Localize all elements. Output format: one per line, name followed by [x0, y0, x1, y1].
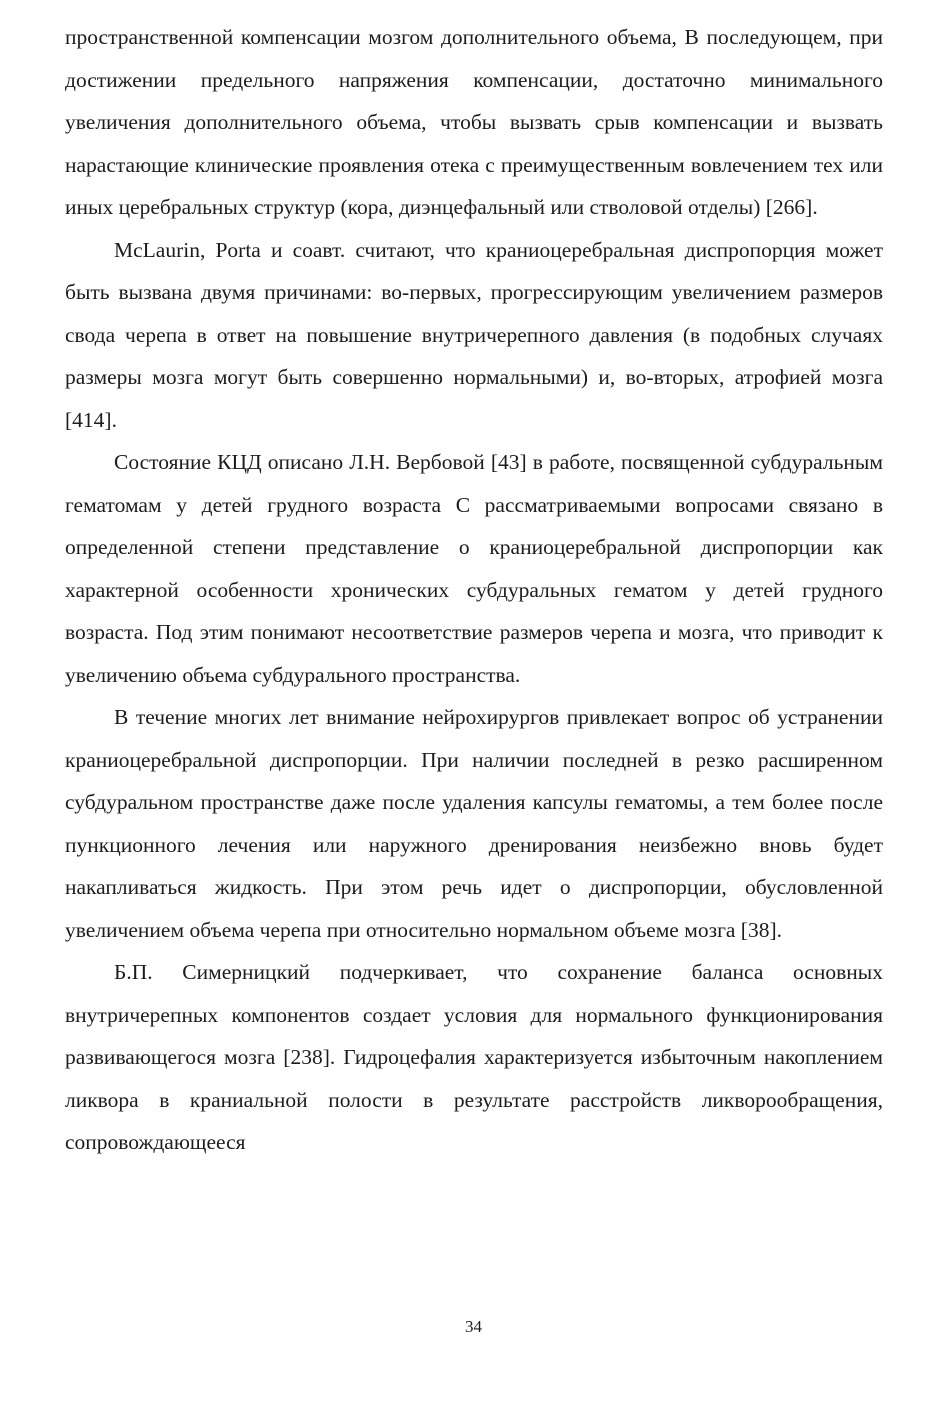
paragraph-kcd-verbova: Состояние КЦД описано Л.Н. Вербовой [43] в работе, посвященной субдуральным гематомам у детей грудного возраста С рассматриваемыми вопросами связано в определенной степени представление о краниоцеребральной диспропорции как характерной особенности хронических субдуральных гематом у детей грудного возраста. Под этим понимают несоответствие размеров черепа и мозга, что приводит к увеличению объема субдурального пространства.: [65, 450, 883, 687]
paragraph-simernitsky: Б.П. Симерницкий подчеркивает, что сохранение баланса основных внутричерепных компонентов создает условия для нормального функционирования развивающегося мозга [238]. Гидроцефалия характеризуется избыточным накоплением ликвора в краниальной полости в результате расстройств ликворообращения, сопровождающееся: [65, 960, 883, 1154]
body-text: [65, 16, 883, 1164]
paragraph-continued: пространственной компенсации мозгом дополнительного объема, В последующем, при достижении предельного напряжения компенсации, достаточно минимального увеличения дополнительного объема, чтобы вызвать срыв компенсации и вызвать нарастающие клинические проявления отека с преимущественным вовлечением тех или иных церебральных структур (кора, диэнцефальный или стволовой отделы) [266].: [65, 25, 883, 219]
page-number: 34: [465, 1317, 482, 1336]
paragraph-disproportion-elimination: В течение многих лет внимание нейрохирургов привлекает вопрос об устранении краниоцеребральной диспропорции. При наличии последней в резко расширенном субдуральном пространстве даже после удаления капсулы гематомы, а тем более после пункционного лечения или наружного дренирования неизбежно вновь будет накапливаться жидкость. При этом речь идет о диспропорции, обусловленной увеличением объема черепа при относительно нормальном объеме мозга [38].: [65, 705, 883, 942]
paragraph-mclaurin: McLaurin, Porta и соавт. считают, что краниоцеребральная диспропорция может быть вызвана двумя причинами: во-первых, прогрессирующим увеличением размеров свода черепа в ответ на повышение внутричерепного давления (в подобных случаях размеры мозга могут быть совершенно нормальными) и, во-вторых, атрофией мозга [414].: [65, 237, 883, 432]
